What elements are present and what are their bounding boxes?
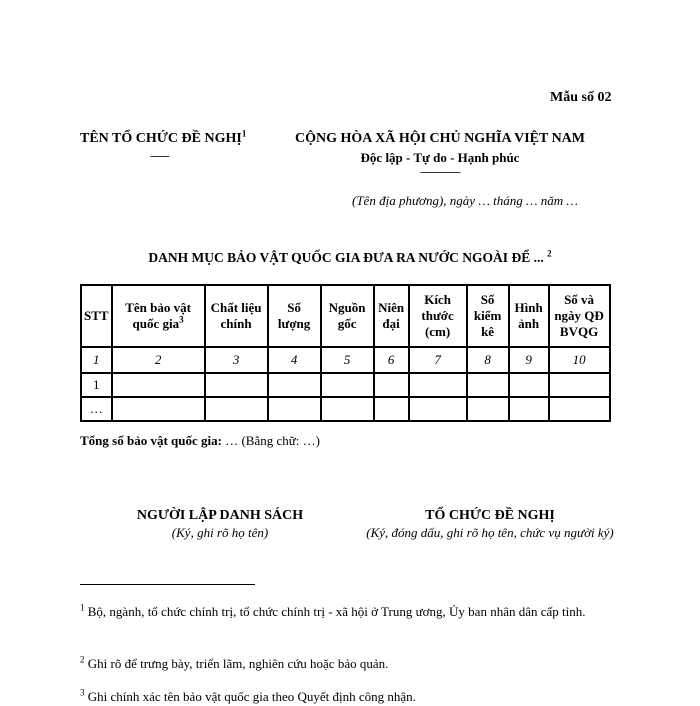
table-cell bbox=[321, 373, 374, 397]
footnote-ref-2: 2 bbox=[547, 248, 552, 259]
col-header-inventory: Số kiểm kê bbox=[467, 285, 509, 347]
table-cell bbox=[205, 373, 268, 397]
organization-underline: ------- bbox=[150, 150, 169, 162]
table-row bbox=[81, 397, 610, 421]
table-cell bbox=[467, 397, 509, 421]
table-cell bbox=[509, 397, 549, 421]
footnote-ref-3: 3 bbox=[179, 314, 184, 325]
column-number: 4 bbox=[268, 347, 321, 373]
col-header-stt: STT bbox=[81, 285, 112, 347]
table-cell bbox=[112, 397, 205, 421]
column-number: 1 bbox=[81, 347, 112, 373]
motto-underline: --------------- bbox=[420, 166, 460, 178]
table-cell bbox=[321, 397, 374, 421]
total-label: Tổng số bảo vật quốc gia: bbox=[80, 433, 222, 448]
table-cell bbox=[409, 397, 467, 421]
column-number: 8 bbox=[467, 347, 509, 373]
table-cell bbox=[268, 373, 321, 397]
table-cell bbox=[467, 373, 509, 397]
column-number: 6 bbox=[374, 347, 409, 373]
table-cell bbox=[549, 373, 610, 397]
organization-name-text: TÊN TỔ CHỨC ĐỀ NGHỊ bbox=[80, 131, 242, 146]
col-header-material: Chất liệu chính bbox=[205, 285, 268, 347]
footnote-mark: 2 bbox=[80, 654, 85, 665]
signature-title: NGƯỜI LẬP DANH SÁCH bbox=[136, 508, 304, 523]
table-row bbox=[81, 373, 610, 397]
heritage-table bbox=[80, 284, 611, 422]
footnote-mark: 3 bbox=[80, 687, 85, 698]
signature-block-preparer bbox=[90, 508, 350, 542]
footnote-text: Ghi chính xác tên bảo vật quốc gia theo Quyết định công nhận. bbox=[84, 689, 416, 704]
table-cell bbox=[374, 373, 409, 397]
form-number: Mẫu số 02 bbox=[550, 90, 612, 105]
nation-motto: Độc lập - Tự do - Hạnh phúc bbox=[360, 150, 520, 165]
table-header-row bbox=[81, 285, 610, 347]
col-header-origin: Nguồn gốc bbox=[321, 285, 374, 347]
column-number: 10 bbox=[549, 347, 610, 373]
table-column-number-row bbox=[81, 347, 610, 373]
footnote-text: Ghi rõ để trưng bày, triển lãm, nghiên cứu hoặc bảo quản. bbox=[84, 656, 389, 671]
col-header-era: Niên đại bbox=[374, 285, 409, 347]
table-cell: … bbox=[81, 397, 112, 421]
table-cell bbox=[268, 397, 321, 421]
total-line bbox=[80, 433, 320, 449]
table-cell bbox=[374, 397, 409, 421]
column-number: 5 bbox=[321, 347, 374, 373]
signature-title: TỔ CHỨC ĐỀ NGHỊ bbox=[425, 508, 555, 523]
table-cell bbox=[205, 397, 268, 421]
signature-note: (Ký, ghi rõ họ tên) bbox=[171, 525, 269, 540]
col-header-name: Tên bảo vật quốc gia$^3$ bbox=[112, 285, 205, 347]
table-cell bbox=[409, 373, 467, 397]
col-header-image: Hình ảnh bbox=[509, 285, 549, 347]
table-cell bbox=[112, 373, 205, 397]
column-number: 9 bbox=[509, 347, 549, 373]
organization-name bbox=[80, 128, 260, 147]
place-date-line: (Tên địa phương), ngày … tháng … năm … bbox=[352, 193, 578, 208]
column-number: 7 bbox=[409, 347, 467, 373]
footnote-separator bbox=[80, 584, 255, 585]
signature-block-organization bbox=[355, 508, 625, 542]
table-cell bbox=[549, 397, 610, 421]
col-header-quantity: Số lượng bbox=[268, 285, 321, 347]
signature-note: (Ký, đóng dấu, ghi rõ họ tên, chức vụ người ký) bbox=[366, 525, 614, 540]
total-value: … (Bằng chữ: …) bbox=[221, 433, 320, 448]
column-number: 2 bbox=[112, 347, 205, 373]
column-number: 3 bbox=[205, 347, 268, 373]
footnote-2 bbox=[80, 654, 630, 673]
table-cell: 1 bbox=[81, 373, 112, 397]
footnote-1 bbox=[80, 602, 630, 621]
table-cell bbox=[509, 373, 549, 397]
footnote-mark: 1 bbox=[80, 602, 85, 613]
footnote-text: Bộ, ngành, tổ chức chính trị, tổ chức chính trị - xã hội ở Trung ương, Ủy ban nhân dân cấp tỉnh. bbox=[84, 604, 586, 619]
document-title-text: DANH MỤC BẢO VẬT QUỐC GIA ĐƯA RA NƯỚC NGOÀI ĐỂ ... bbox=[148, 250, 544, 265]
col-header-decision: Số và ngày QĐ BVQG bbox=[549, 285, 610, 347]
footnote-ref-1: 1 bbox=[241, 128, 247, 139]
nation-title: CỘNG HÒA XÃ HỘI CHỦ NGHĨA VIỆT NAM bbox=[294, 131, 585, 146]
col-header-size: Kích thước (cm) bbox=[409, 285, 467, 347]
document-title bbox=[60, 250, 640, 266]
footnote-3 bbox=[80, 687, 630, 706]
